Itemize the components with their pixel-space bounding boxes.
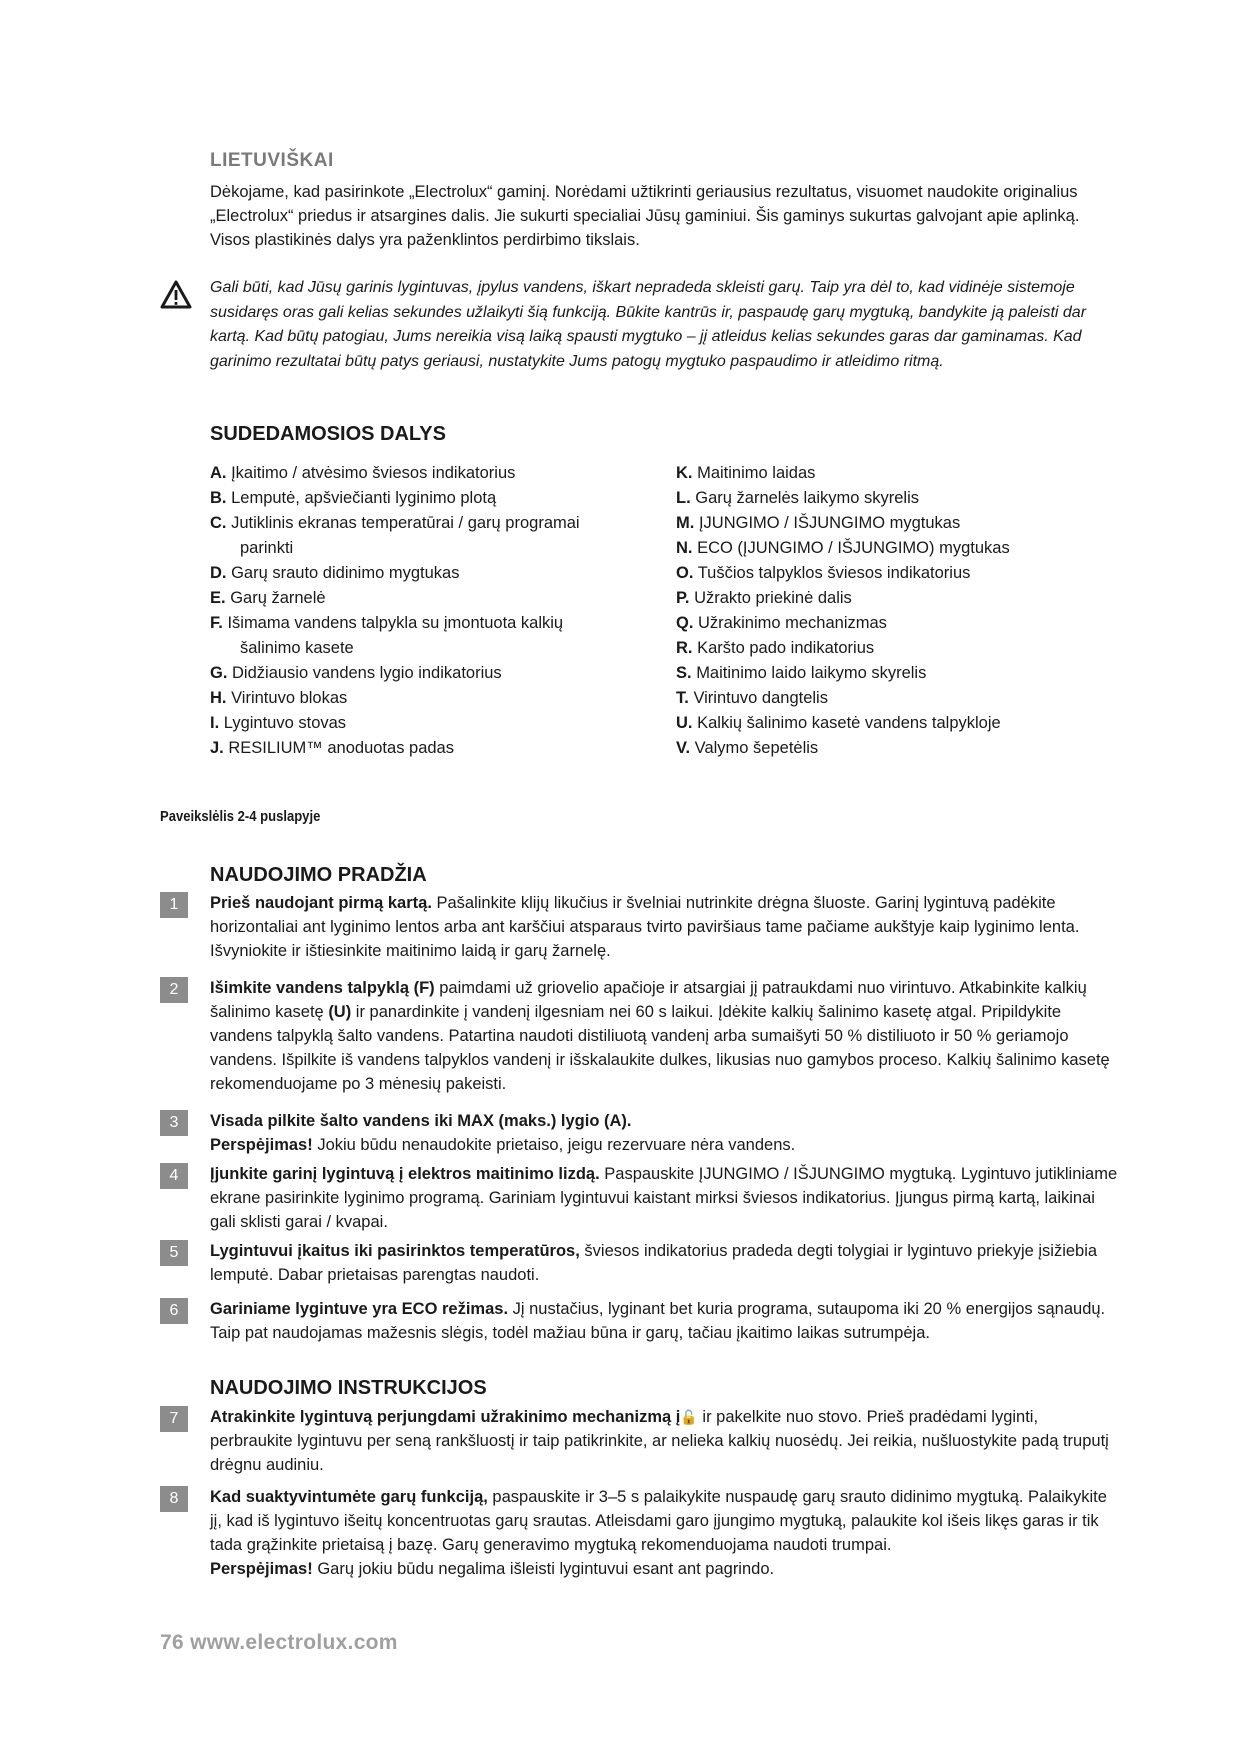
- figure-reference: Paveikslėlis 2-4 puslapyje: [160, 809, 321, 825]
- parts-list-left: [210, 461, 660, 761]
- intro-paragraph: Dėkojame, kad pasirinkote „Electrolux“ gaminį. Norėdami užtikrinti geriausius rezultatus, visuomet naudokite originalius „Electrolux“ priedus ir atsargines dalis. Jie sukurti specialiai Jūsų gaminiui. Šis gaminys sukurtas galvojant apie aplinką. Visos plastikinės dalys yra paženklintos perdirbimo tikslais.: [210, 183, 1080, 249]
- part-item: N. ECO (ĮJUNGIMO / IŠJUNGIMO) mygtukas: [676, 539, 1010, 557]
- part-item: U. Kalkių šalinimo kasetė vandens talpykloje: [676, 714, 1001, 732]
- step-number-badge: 1: [160, 892, 188, 918]
- page-footer: 76 www.electrolux.com: [160, 1631, 398, 1654]
- step-3: [160, 1109, 1120, 1157]
- instructions-heading: NAUDOJIMO INSTRUKCIJOS: [210, 1377, 487, 1399]
- step-number-badge: 4: [160, 1163, 188, 1189]
- step-text: Visada pilkite šalto vandens iki MAX (maks.) lygio (A). Perspėjimas! Jokiu būdu nenaudokite prietaiso, jeigu rezervuare nėra vandens.: [210, 1112, 796, 1154]
- part-item: D. Garų srauto didinimo mygtukas: [210, 564, 460, 582]
- step-text: Atrakinkite lygintuvą perjungdami užrakinimo mechanizmą į🔓 ir pakelkite nuo stovo. Prieš pradėdami lyginti, perbraukite lygintuvu per seną rankšluostį ir taip patikrinkite, ar nelieka kalkių nuosėdų. Jei reikia, nušluostykite padą truputį drėgnu audiniu.: [210, 1408, 1109, 1474]
- part-item: R. Karšto pado indikatorius: [676, 639, 875, 657]
- step-text: Gariniame lygintuve yra ECO režimas. Jį nustačius, lyginant bet kuria programa, sutaupoma iki 20 % energijos sąnaudų. Taip pat naudojamas mažesnis slėgis, todėl mažiau būna ir garų, tačiau įkaitimo laikas sutrumpėja.: [210, 1300, 1106, 1342]
- language-heading: LIETUVIŠKAI: [210, 150, 334, 171]
- part-item: Q. Užrakinimo mechanizmas: [676, 614, 887, 632]
- part-item-continuation: šalinimo kasete: [240, 639, 354, 657]
- part-item: M. ĮJUNGIMO / IŠJUNGIMO mygtukas: [676, 514, 961, 532]
- step-number-badge: 3: [160, 1110, 188, 1136]
- step-text: Prieš naudojant pirmą kartą. Pašalinkite klijų likučius ir švelniai nutrinkite drėgna šluoste. Garinį lygintuvą padėkite horizontaliai ant lyginimo lentos arba ant karščiui atsparaus tvirto paviršiaus tame pačiame aukštyje kaip lyginimo lenta. Išvyniokite ir ištiesinkite maitinimo laidą ir garų žarnelę.: [210, 894, 1080, 960]
- step-text: Kad suaktyvintumėte garų funkciją, paspauskite ir 3–5 s palaikykite nuspaudę garų srauto didinimo mygtuką. Palaikykite jį, kad iš lygintuvo išeitų koncentruotas garų srautas. Atleisdami garo įjungimo mygtuką, palaukite kol išeis likęs garas ir tik tada grąžinkite prietaisą į bazę. Garų generavimo mygtuką rekomenduojama naudoti trumpai. Perspėjimas! Garų jokiu būdu negalima išleisti lygintuvui esant ant pagrindo.: [210, 1488, 1107, 1578]
- part-item: G. Didžiausio vandens lygio indikatorius: [210, 664, 502, 682]
- step-number-badge: 8: [160, 1486, 188, 1512]
- part-item: H. Virintuvo blokas: [210, 689, 348, 707]
- step-4: [160, 1162, 1120, 1234]
- part-item: B. Lemputė, apšviečianti lyginimo plotą: [210, 489, 497, 507]
- warning-paragraph: Gali būti, kad Jūsų garinis lygintuvas, įpylus vandens, iškart nepradeda skleisti garų. Taip yra dėl to, kad vidinėje sistemoje susidaręs oras gali kelias sekundes užlaikyti šią funkciją. Būkite kantrūs ir, paspaudę garų mygtuką, bandykite ją paleisti dar kartą. Kad būtų patogiau, Jums nereikia visą laiką spausti mygtuko – jį atleidus kelias sekundes garas dar gaminamas. Kad garinimo rezultatai būtų patys geriausi, nustatykite Jums patogų mygtuko paspaudimo ir atleidimo ritmą.: [210, 279, 1087, 370]
- parts-list-right: [676, 461, 1126, 761]
- step-number-badge: 7: [160, 1406, 188, 1432]
- step-number-badge: 2: [160, 977, 188, 1003]
- step-text: Įjunkite garinį lygintuvą į elektros maitinimo lizdą. Paspauskite ĮJUNGIMO / IŠJUNGIMO mygtuką. Lygintuvo jutikliniame ekrane pasirinkite lyginimo programą. Gariniam lygintuvui kaistant mirksi šviesos indikatorius. Įjungus pirmą kartą, laikinai gali sklisti garai / kvapai.: [210, 1165, 1118, 1231]
- part-item: F. Išimama vandens talpykla su įmontuota kalkių: [210, 614, 564, 632]
- part-item: O. Tuščios talpyklos šviesos indikatorius: [676, 564, 971, 582]
- step-8: [160, 1485, 1120, 1581]
- step-5: [160, 1239, 1120, 1287]
- part-item: A. Įkaitimo / atvėsimo šviesos indikatorius: [210, 464, 516, 482]
- step-text: Lygintuvui įkaitus iki pasirinktos temperatūros, šviesos indikatorius pradeda degti tolygiai ir lygintuvo priekyje įsižiebia lemputė. Dabar prietaisas parengtas naudoti.: [210, 1242, 1098, 1284]
- part-item: S. Maitinimo laido laikymo skyrelis: [676, 664, 927, 682]
- step-1: [160, 891, 1120, 963]
- warning-icon: [160, 280, 192, 310]
- step-2: [160, 976, 1120, 1096]
- part-item: L. Garų žarnelės laikymo skyrelis: [676, 489, 919, 507]
- part-item: T. Virintuvo dangtelis: [676, 689, 828, 707]
- part-item: V. Valymo šepetėlis: [676, 739, 819, 757]
- getting-started-heading: NAUDOJIMO PRADŽIA: [210, 864, 427, 886]
- step-6: [160, 1297, 1120, 1345]
- part-item-continuation: parinkti: [240, 539, 294, 557]
- step-number-badge: 5: [160, 1240, 188, 1266]
- unlock-icon: 🔓: [680, 1409, 698, 1425]
- step-7: [160, 1405, 1120, 1477]
- part-item: E. Garų žarnelė: [210, 589, 326, 607]
- parts-heading: SUDEDAMOSIOS DALYS: [210, 423, 446, 445]
- step-text: Išimkite vandens talpyklą (F) paimdami už griovelio apačioje ir atsargiai jį patraukdami nuo virintuvo. Atkabinkite kalkių šalinimo kasetę (U) ir panardinkite į vandenį ilgesniam nei 60 s laikui. Įdėkite kalkių šalinimo kasetę atgal. Pripildykite vandens talpyklą šalto vandens. Patartina naudoti distiliuotą vandenį arba sumaišyti 50 % distiliuoto ir 50 % geriamojo vandens. Išpilkite iš vandens talpyklos vandenį ir išskalaukite dulkes, likusias nuo gamybos proceso. Kalkių šalinimo kasetę rekomenduojame po 3 mėnesių pakeisti.: [210, 979, 1110, 1093]
- part-item: K. Maitinimo laidas: [676, 464, 816, 482]
- step-number-badge: 6: [160, 1298, 188, 1324]
- part-item: I. Lygintuvo stovas: [210, 714, 347, 732]
- part-item: C. Jutiklinis ekranas temperatūrai / garų programai: [210, 514, 580, 532]
- part-item: P. Užrakto priekinė dalis: [676, 589, 852, 607]
- part-item: J. RESILIUM™ anoduotas padas: [210, 739, 454, 757]
